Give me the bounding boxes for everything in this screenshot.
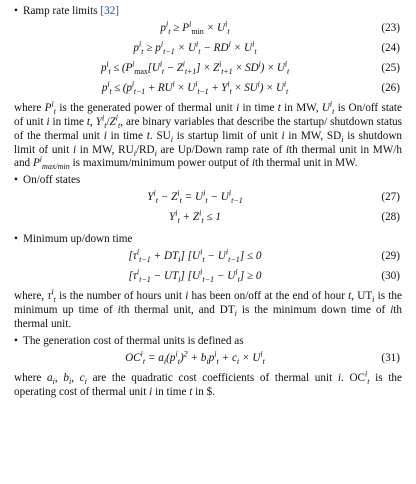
- minupdown-where-paragraph: where, $\tau^i_t$ is the number of hours unit i has been on/off at the end of hour t, $UT_i$ is the minimum up time of ith thermal unit, and $DT_i$ is the minimum down time of ith thermal unit.: [14, 287, 402, 330]
- equation-30: $[\tau^i_{t-1} - UT_i] [U^i_{t-1} - U^i_t] \ge 0$ (30): [128, 267, 400, 285]
- cost-heading: • The generation cost of thermal units is defined as: [14, 334, 244, 347]
- bullet-icon: •: [14, 174, 18, 187]
- equation-23: $p^i_t \ge P^i_{min} \times U^i_t$ (23): [160, 19, 400, 37]
- cost-where-paragraph: where $a_i$, $b_i$, $c_i$ are the quadratic cost coefficients of thermal unit i. $OC^i_t$ is the operating cost of thermal unit i in time t in $.: [14, 368, 402, 398]
- ramp-where-paragraph: where $P^i_t$ is the generated power of thermal unit i in time t in MW, $U^i_t$ is On/off state of unit i in time t, $Y^i_t/Z^i_t$, are binary variables that describe the startup/ shutdown status of the thermal unit i in time t. $SU_i$ is startup limit of unit i in MW, $SD_i$ is shutdown limit of unit i in MW, $RU_i/RD_i$ are Up/Down ramp rate of ith thermal unit in MW/h and $P^i_{max/min}$ is maximum/minimum power output of ith thermal unit in MW.: [14, 99, 403, 172]
- bullet-icon: •: [14, 334, 18, 347]
- ramp-heading-text: Ramp rate limits: [23, 5, 98, 17]
- equation-number: (23): [381, 21, 400, 34]
- equation-number: (29): [381, 250, 400, 263]
- equation-29: $[\tau^i_{t-1} + DT_i] [U^i_t - U^i_{t-1}] \le 0$ (29): [128, 247, 400, 265]
- equation-number: (31): [381, 351, 400, 364]
- citation-link[interactable]: [32]: [100, 5, 120, 17]
- equation-number: (26): [381, 81, 400, 94]
- equation-number: (28): [381, 211, 400, 224]
- equation-28: $Y^i_t + Z^i_t \le 1$ (28): [169, 208, 400, 226]
- equation-31: $OC^i_t = a_i(p^i_t)^2 + b_ip^i_t + c_i \times U^i_t$ (31): [125, 348, 400, 366]
- bullet-icon: •: [14, 233, 18, 246]
- equation-27: $Y^i_t - Z^i_t = U^i_t - U^i_{t-1}$ (27): [147, 188, 400, 206]
- minupdown-heading: • Minimum up/down time: [14, 233, 133, 246]
- equation-25: $p^i_t \le (P^i_{max}[U^i_t - Z^i_{t+1}] \times Z^i_{t+1} \times SD^i) \times U^i_t$ (25): [100, 59, 400, 77]
- equation-24: $p^i_t \ge p^i_{t-1} \times U^i_t - RD^i \times U^i_t$ (24): [133, 39, 400, 57]
- equation-number: (30): [381, 270, 400, 283]
- ramp-heading: [14, 5, 402, 19]
- equation-number: (24): [381, 41, 400, 54]
- equation-26: $p^i_t \le (p^i_{t-1} + RU^i \times U^i_{t-1} + Y^i_t \times SU^i) \times U^i_t$ (26): [101, 79, 400, 97]
- equation-number: (27): [381, 191, 400, 204]
- bullet-icon: •: [14, 5, 18, 17]
- onoff-heading: • On/off states: [14, 174, 81, 187]
- equation-number: (25): [381, 61, 400, 74]
